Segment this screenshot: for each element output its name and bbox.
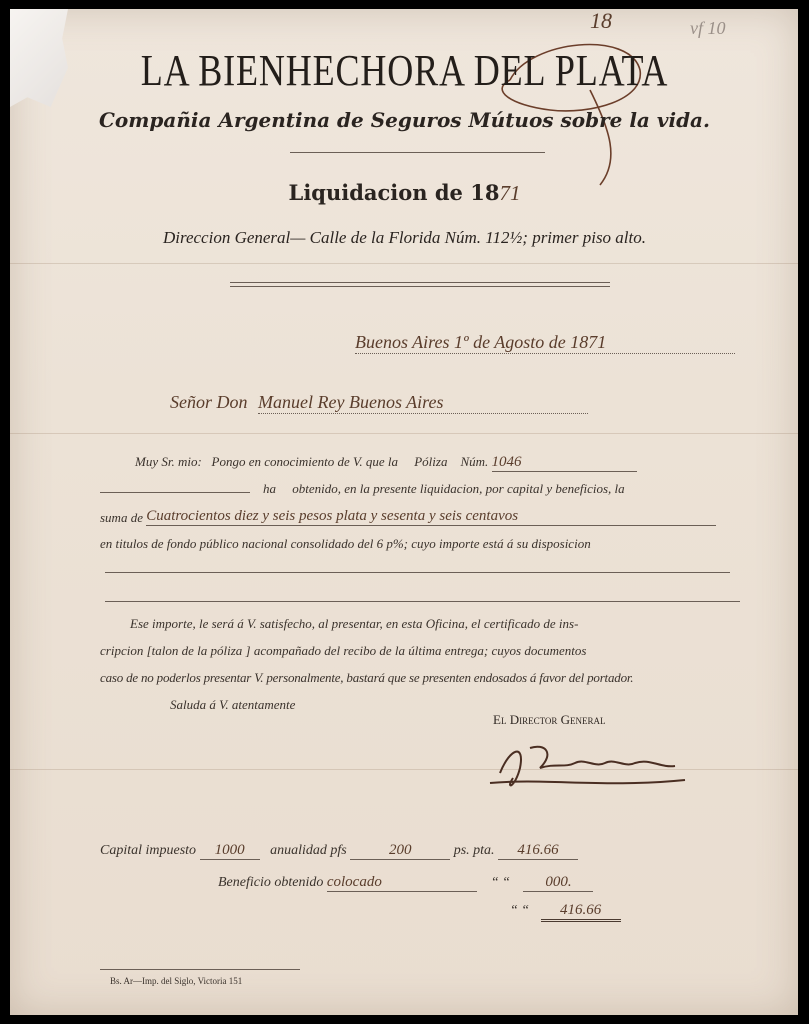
para1-line4: en titulos de fondo público nacional consolidado del 6 p%; cuyo importe está á su disposicion — [100, 536, 591, 551]
para2-line2: cripcion [talon de la póliza ] acompañado del recibo de la última entrega; cuyos documentos — [100, 643, 587, 658]
para1-line2: ha obtenido, en la presente liquidacion, por capital y beneficios, la — [100, 481, 745, 497]
printer-footer: Bs. Ar—Imp. del Siglo, Victoria 151 — [110, 976, 243, 986]
row3-amount: 416.66 — [541, 902, 621, 922]
anualidad-value: 200 — [350, 842, 450, 860]
director-title: El Director General — [493, 712, 606, 727]
ditto-marks-1: “ “ — [490, 875, 510, 890]
para1-line1: Muy Sr. mio: Pongo en conocimiento de V. que la Póliza Núm. 1046 — [135, 454, 745, 472]
capital-value: 1000 — [200, 842, 260, 860]
top-number-mark: 18 — [590, 8, 612, 33]
total-row — [510, 902, 621, 922]
place-date: Buenos Aires 1º de Agosto de 1871 — [355, 332, 735, 354]
liquidacion-year: 71 — [499, 181, 521, 205]
company-title: LA BIENHECHORA DEL PLATA — [140, 46, 669, 95]
closing-line: Saluda á V. atentamente — [170, 697, 296, 712]
beneficio-row: Beneficio obtenido colocado “ “ 000. — [218, 874, 593, 892]
ditto-marks-2: “ “ — [510, 903, 530, 918]
director-signature — [485, 728, 695, 798]
para2-line1: Ese importe, le será á V. satisfecho, al presentar, en esta Oficina, el certificado de ins- — [130, 616, 579, 631]
recipient-line: Señor Don Manuel Rey Buenos Aires — [170, 392, 588, 414]
row1-amount: 416.66 — [498, 842, 578, 860]
recipient-name: Manuel Rey Buenos Aires — [258, 392, 588, 414]
para1-line3: suma de Cuatrocientos diez y seis pesos plata y sesenta y seis centavos — [100, 508, 745, 526]
top-reference-mark: vf 10 — [690, 18, 726, 38]
poliza-number: 1046 — [492, 454, 637, 472]
direccion-line: Direccion General— Calle de la Florida Núm. 112½; primer piso alto. — [162, 228, 647, 247]
suma-amount-words: Cuatrocientos diez y seis pesos plata y sesenta y seis centavos — [146, 508, 716, 526]
row2-amount: 000. — [523, 874, 593, 892]
company-subtitle: Compañia Argentina de Seguros Mútuos sobre la vida. — [99, 108, 710, 132]
beneficio-value: colocado — [327, 874, 477, 892]
para2-line3: caso de no poderlos presentar V. personalmente, bastará que se presenten endosados á favor del portador. — [100, 670, 634, 685]
liquidacion-heading: Liquidacion de 1871 — [288, 180, 521, 205]
capital-row: Capital impuesto 1000 anualidad pfs 200 ps. pta. 416.66 — [100, 842, 578, 860]
